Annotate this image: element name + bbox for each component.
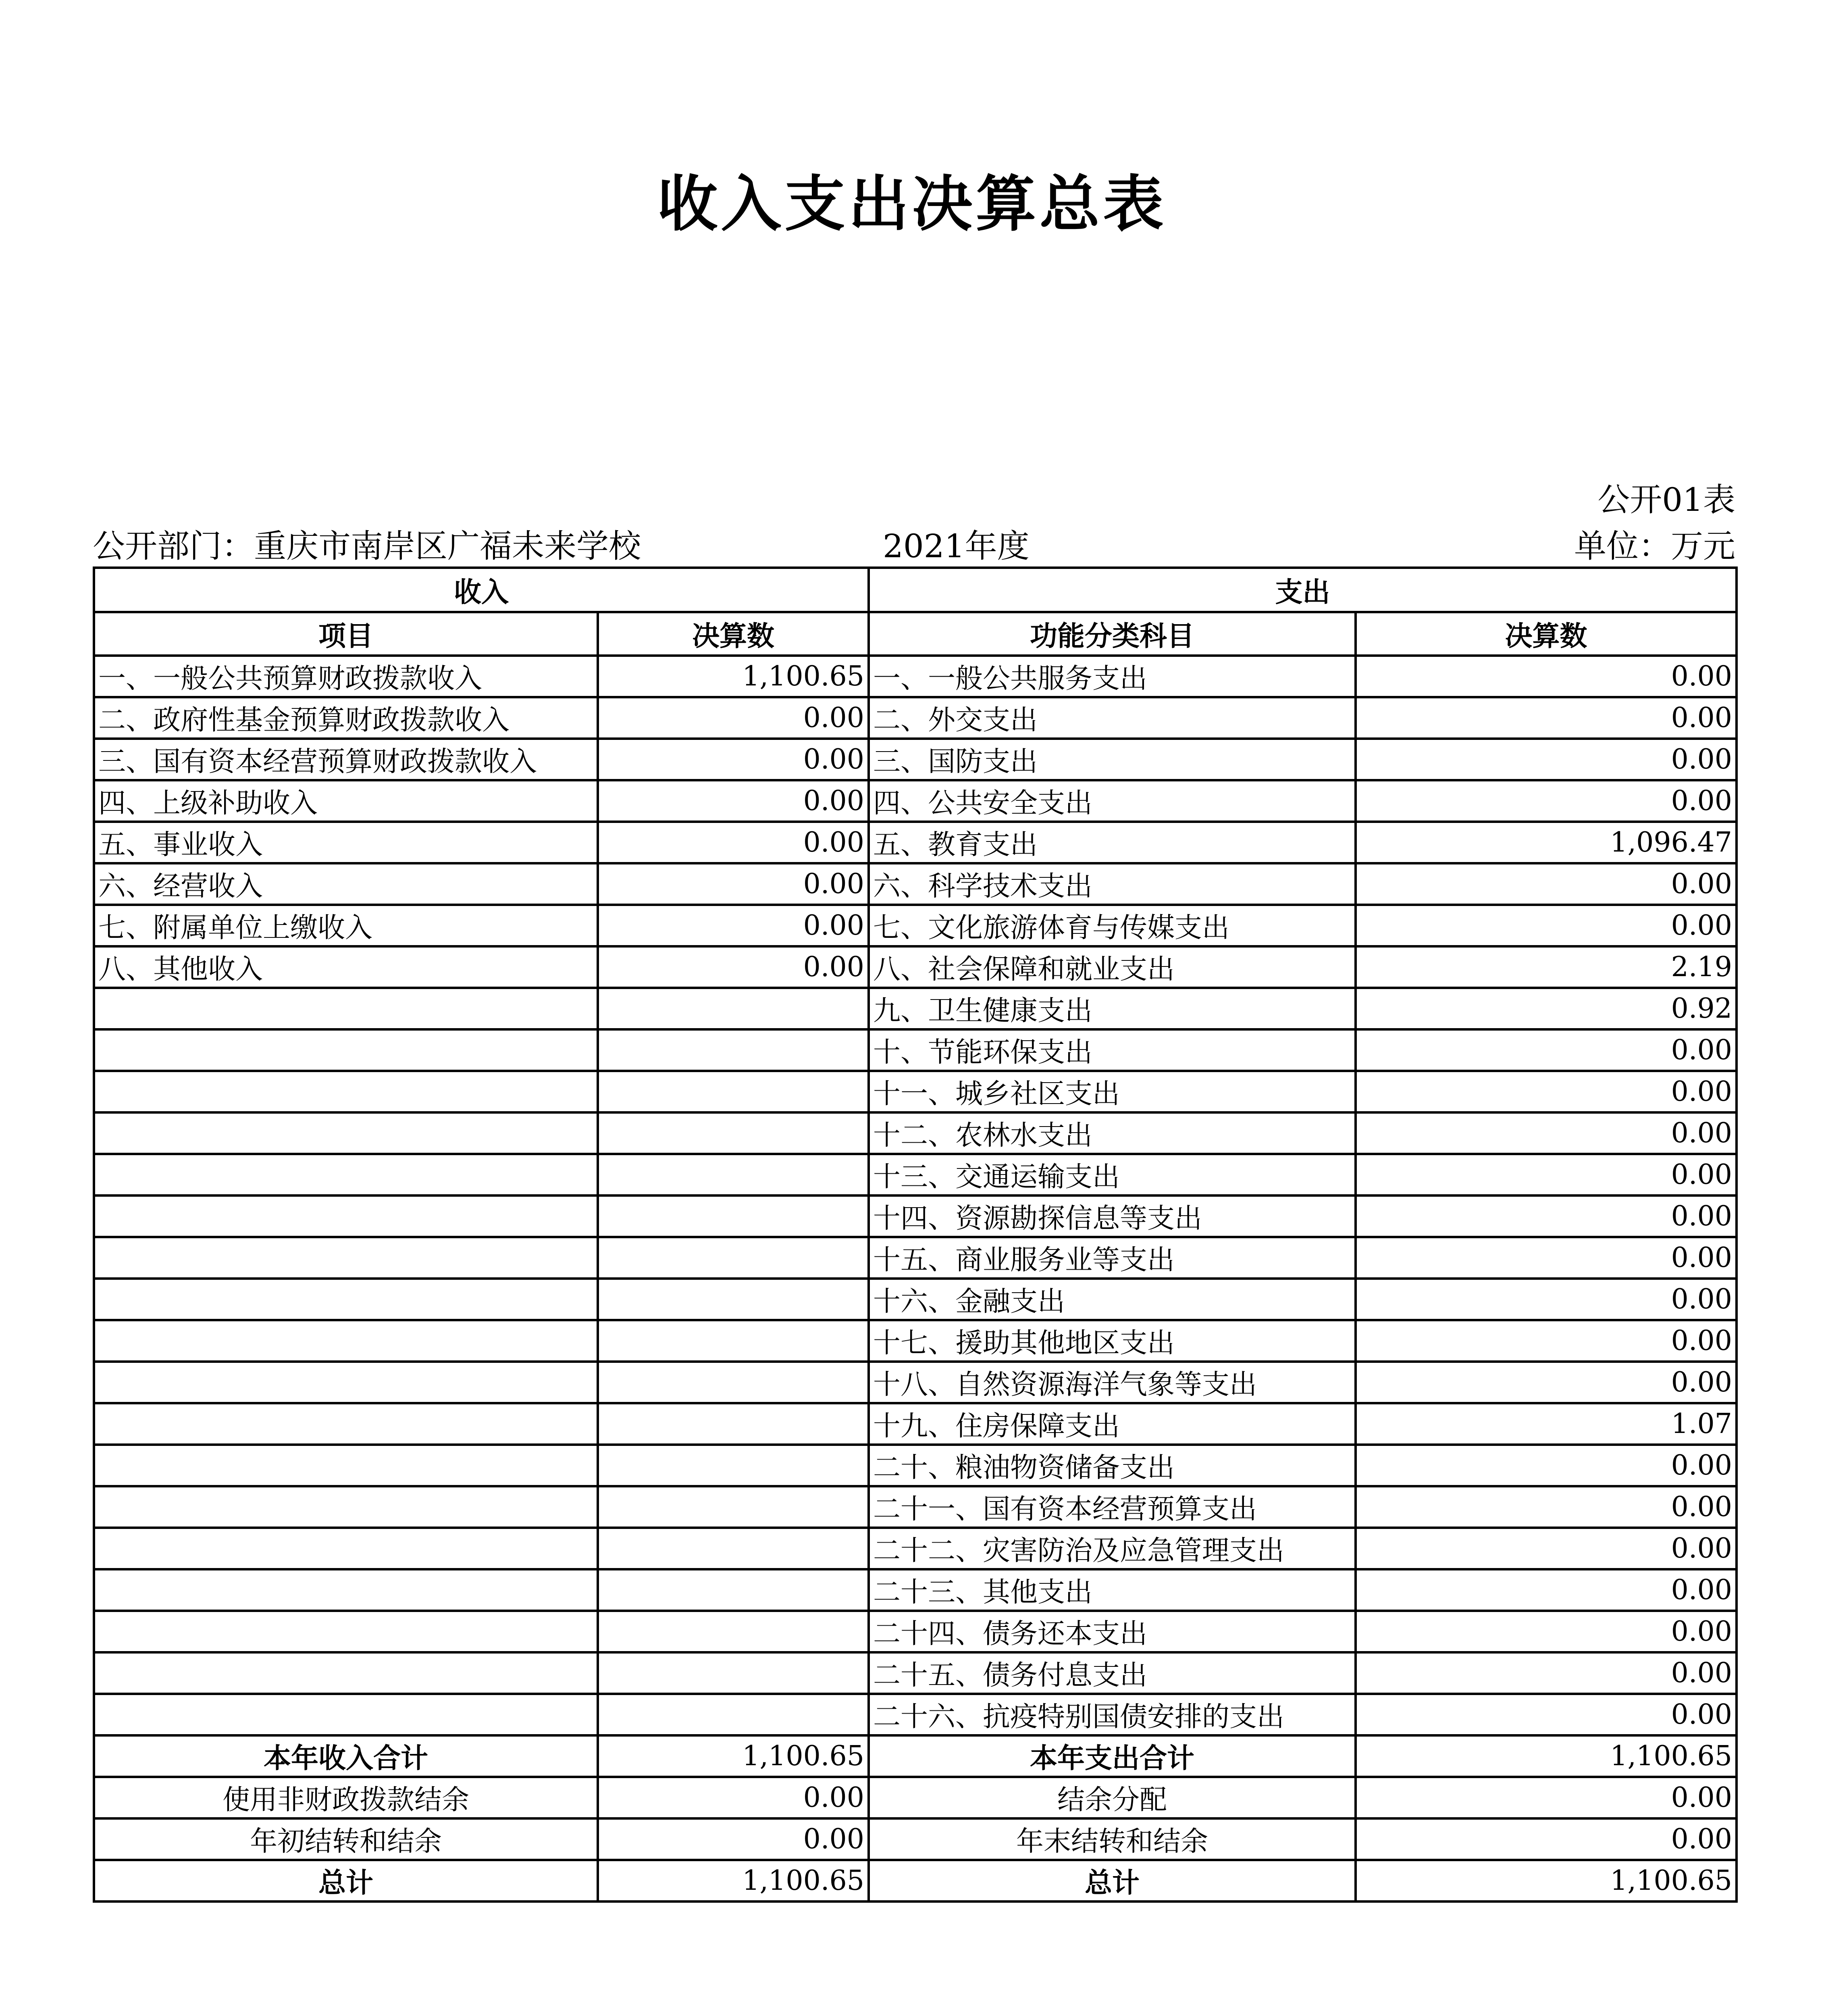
table-row bbox=[94, 1486, 1737, 1528]
income-amount-cell bbox=[598, 1445, 869, 1486]
table-row bbox=[94, 1445, 1737, 1486]
expense-amount-cell: 1,100.65 bbox=[1356, 1735, 1737, 1777]
income-amount-cell: 1,100.65 bbox=[598, 1860, 869, 1901]
income-amount-cell bbox=[598, 1362, 869, 1403]
expense-amount-cell: 0.00 bbox=[1356, 1528, 1737, 1569]
income-item-cell bbox=[94, 1362, 598, 1403]
income-item-header: 项目 bbox=[94, 612, 598, 656]
table-row bbox=[94, 1652, 1737, 1694]
expense-item-cell: 总计 bbox=[869, 1860, 1356, 1901]
income-amount-cell bbox=[598, 1154, 869, 1195]
income-amount-cell: 0.00 bbox=[598, 1777, 869, 1818]
income-amount-cell: 0.00 bbox=[598, 697, 869, 739]
expense-amount-cell: 0.00 bbox=[1356, 1279, 1737, 1320]
expense-amount-cell: 0.00 bbox=[1356, 1071, 1737, 1112]
expense-item-cell: 十三、交通运输支出 bbox=[869, 1154, 1356, 1195]
income-item-cell bbox=[94, 1403, 598, 1445]
expense-amount-cell: 0.00 bbox=[1356, 1112, 1737, 1154]
expense-item-cell: 十、节能环保支出 bbox=[869, 1029, 1356, 1071]
expense-amount-cell: 0.00 bbox=[1356, 1818, 1737, 1860]
expense-item-cell: 十九、住房保障支出 bbox=[869, 1403, 1356, 1445]
income-item-cell: 六、经营收入 bbox=[94, 863, 598, 905]
expense-amount-cell: 0.00 bbox=[1356, 1320, 1737, 1362]
table-row bbox=[94, 1071, 1737, 1112]
table-row bbox=[94, 697, 1737, 739]
income-item-cell: 二、政府性基金预算财政拨款收入 bbox=[94, 697, 598, 739]
expense-amount-cell: 1,100.65 bbox=[1356, 1860, 1737, 1901]
expense-item-cell: 二十六、抗疫特别国债安排的支出 bbox=[869, 1694, 1356, 1735]
income-item-cell bbox=[94, 1694, 598, 1735]
income-amount-header: 决算数 bbox=[598, 612, 869, 656]
income-item-cell bbox=[94, 1029, 598, 1071]
expense-item-cell: 二十三、其他支出 bbox=[869, 1569, 1356, 1611]
footnote bbox=[93, 2010, 833, 2016]
income-item-cell: 一、一般公共预算财政拨款收入 bbox=[94, 656, 598, 697]
expense-amount-cell: 0.00 bbox=[1356, 863, 1737, 905]
table-row bbox=[94, 780, 1737, 822]
expense-amount-cell: 0.00 bbox=[1356, 780, 1737, 822]
expense-amount-cell: 1,096.47 bbox=[1356, 822, 1737, 863]
expense-item-cell: 年末结转和结余 bbox=[869, 1818, 1356, 1860]
section-header-row bbox=[94, 568, 1737, 612]
income-item-cell bbox=[94, 1237, 598, 1279]
table-row bbox=[94, 1320, 1737, 1362]
expense-item-cell: 七、文化旅游体育与传媒支出 bbox=[869, 905, 1356, 946]
income-amount-cell: 0.00 bbox=[598, 822, 869, 863]
income-item-cell bbox=[94, 1486, 598, 1528]
expense-item-cell: 九、卫生健康支出 bbox=[869, 988, 1356, 1029]
table-row bbox=[94, 1029, 1737, 1071]
table-row bbox=[94, 1362, 1737, 1403]
expense-item-cell: 二十五、债务付息支出 bbox=[869, 1652, 1356, 1694]
expense-amount-cell: 2.19 bbox=[1356, 946, 1737, 988]
expense-amount-cell: 0.00 bbox=[1356, 1445, 1737, 1486]
summary-row bbox=[94, 1735, 1737, 1777]
fiscal-year: 2021年度 bbox=[883, 527, 1030, 565]
income-item-cell: 年初结转和结余 bbox=[94, 1818, 598, 1860]
income-amount-cell bbox=[598, 1528, 869, 1569]
expense-amount-cell: 0.00 bbox=[1356, 1154, 1737, 1195]
income-amount-cell bbox=[598, 1320, 869, 1362]
table-row bbox=[94, 739, 1737, 780]
income-amount-cell bbox=[598, 1569, 869, 1611]
income-item-cell: 本年收入合计 bbox=[94, 1735, 598, 1777]
summary-row bbox=[94, 1818, 1737, 1860]
income-amount-cell: 1,100.65 bbox=[598, 1735, 869, 1777]
table-row bbox=[94, 1403, 1737, 1445]
income-item-cell: 总计 bbox=[94, 1860, 598, 1901]
income-item-cell: 四、上级补助收入 bbox=[94, 780, 598, 822]
table-row bbox=[94, 1112, 1737, 1154]
expense-item-cell: 二十、粮油物资储备支出 bbox=[869, 1445, 1356, 1486]
expense-item-cell: 八、社会保障和就业支出 bbox=[869, 946, 1356, 988]
expense-amount-cell: 0.00 bbox=[1356, 1195, 1737, 1237]
expense-item-cell: 结余分配 bbox=[869, 1777, 1356, 1818]
expense-amount-header: 决算数 bbox=[1356, 612, 1737, 656]
expense-item-cell: 十四、资源勘探信息等支出 bbox=[869, 1195, 1356, 1237]
expense-amount-cell: 0.92 bbox=[1356, 988, 1737, 1029]
income-item-cell: 使用非财政拨款结余 bbox=[94, 1777, 598, 1818]
expense-amount-cell: 0.00 bbox=[1356, 656, 1737, 697]
income-amount-cell bbox=[598, 1652, 869, 1694]
income-amount-cell: 0.00 bbox=[598, 946, 869, 988]
income-item-cell bbox=[94, 1154, 598, 1195]
table-row bbox=[94, 1279, 1737, 1320]
expense-item-cell: 二十一、国有资本经营预算支出 bbox=[869, 1486, 1356, 1528]
expense-item-cell: 十二、农林水支出 bbox=[869, 1112, 1356, 1154]
income-amount-cell: 1,100.65 bbox=[598, 656, 869, 697]
income-item-cell bbox=[94, 1195, 598, 1237]
income-amount-cell bbox=[598, 988, 869, 1029]
income-amount-cell bbox=[598, 1486, 869, 1528]
table-row bbox=[94, 905, 1737, 946]
income-amount-cell bbox=[598, 1029, 869, 1071]
expense-item-cell: 一、一般公共服务支出 bbox=[869, 656, 1356, 697]
table-row bbox=[94, 1237, 1737, 1279]
meta-row bbox=[93, 520, 1735, 564]
income-item-cell bbox=[94, 1652, 598, 1694]
expense-amount-cell: 0.00 bbox=[1356, 739, 1737, 780]
income-item-cell bbox=[94, 1071, 598, 1112]
income-expense-table bbox=[93, 566, 1738, 1903]
income-item-cell bbox=[94, 1279, 598, 1320]
expense-item-cell: 十七、援助其他地区支出 bbox=[869, 1320, 1356, 1362]
table-row bbox=[94, 1195, 1737, 1237]
table-row bbox=[94, 1569, 1737, 1611]
expense-item-cell: 十一、城乡社区支出 bbox=[869, 1071, 1356, 1112]
table-code: 公开01表 bbox=[1597, 481, 1735, 519]
income-amount-cell bbox=[598, 1237, 869, 1279]
table-row bbox=[94, 822, 1737, 863]
expense-item-cell: 二十二、灾害防治及应急管理支出 bbox=[869, 1528, 1356, 1569]
department: 公开部门：重庆市南岸区广福未来学校 bbox=[93, 527, 641, 565]
income-amount-cell bbox=[598, 1112, 869, 1154]
income-amount-cell: 0.00 bbox=[598, 780, 869, 822]
expense-item-cell: 十八、自然资源海洋气象等支出 bbox=[869, 1362, 1356, 1403]
expense-amount-cell: 0.00 bbox=[1356, 1611, 1737, 1652]
expense-amount-cell: 0.00 bbox=[1356, 697, 1737, 739]
summary-row bbox=[94, 1777, 1737, 1818]
income-section-header: 收入 bbox=[94, 568, 869, 612]
income-amount-cell bbox=[598, 1195, 869, 1237]
expense-item-cell: 五、教育支出 bbox=[869, 822, 1356, 863]
table-row bbox=[94, 1611, 1737, 1652]
income-item-cell: 三、国有资本经营预算财政拨款收入 bbox=[94, 739, 598, 780]
expense-amount-cell: 0.00 bbox=[1356, 1029, 1737, 1071]
income-item-cell bbox=[94, 1611, 598, 1652]
expense-amount-cell: 0.00 bbox=[1356, 1694, 1737, 1735]
income-item-cell: 五、事业收入 bbox=[94, 822, 598, 863]
income-amount-cell bbox=[598, 1611, 869, 1652]
expense-amount-cell: 0.00 bbox=[1356, 1237, 1737, 1279]
page-title: 收入支出决算总表 bbox=[657, 169, 1167, 240]
income-item-cell: 七、附属单位上缴收入 bbox=[94, 905, 598, 946]
income-item-cell bbox=[94, 1112, 598, 1154]
income-item-cell bbox=[94, 1320, 598, 1362]
table-row bbox=[94, 656, 1737, 697]
expense-amount-cell: 0.00 bbox=[1356, 1362, 1737, 1403]
expense-item-cell: 三、国防支出 bbox=[869, 739, 1356, 780]
income-amount-cell bbox=[598, 1279, 869, 1320]
income-amount-cell bbox=[598, 1071, 869, 1112]
column-header-row bbox=[94, 612, 1737, 656]
expense-amount-cell: 0.00 bbox=[1356, 1569, 1737, 1611]
income-item-cell bbox=[94, 1528, 598, 1569]
expense-amount-cell: 0.00 bbox=[1356, 1486, 1737, 1528]
expense-amount-cell: 1.07 bbox=[1356, 1403, 1737, 1445]
income-item-cell bbox=[94, 988, 598, 1029]
expense-item-cell: 二十四、债务还本支出 bbox=[869, 1611, 1356, 1652]
income-amount-cell: 0.00 bbox=[598, 905, 869, 946]
income-amount-cell bbox=[598, 1403, 869, 1445]
summary-row bbox=[94, 1860, 1737, 1901]
table-row bbox=[94, 1528, 1737, 1569]
income-item-cell bbox=[94, 1569, 598, 1611]
expense-amount-cell: 0.00 bbox=[1356, 905, 1737, 946]
unit-label: 单位：万元 bbox=[1574, 527, 1735, 565]
expense-amount-cell: 0.00 bbox=[1356, 1777, 1737, 1818]
expense-item-cell: 四、公共安全支出 bbox=[869, 780, 1356, 822]
table-row bbox=[94, 863, 1737, 905]
expense-section-header: 支出 bbox=[869, 568, 1737, 612]
expense-item-cell: 本年支出合计 bbox=[869, 1735, 1356, 1777]
expense-item-cell: 六、科学技术支出 bbox=[869, 863, 1356, 905]
table-row bbox=[94, 988, 1737, 1029]
income-amount-cell bbox=[598, 1694, 869, 1735]
expense-item-cell: 十五、商业服务业等支出 bbox=[869, 1237, 1356, 1279]
expense-item-cell: 二、外交支出 bbox=[869, 697, 1356, 739]
expense-item-cell: 十六、金融支出 bbox=[869, 1279, 1356, 1320]
income-item-cell bbox=[94, 1445, 598, 1486]
income-amount-cell: 0.00 bbox=[598, 739, 869, 780]
table-row bbox=[94, 1694, 1737, 1735]
income-item-cell: 八、其他收入 bbox=[94, 946, 598, 988]
table-row bbox=[94, 946, 1737, 988]
income-amount-cell: 0.00 bbox=[598, 863, 869, 905]
expense-amount-cell: 0.00 bbox=[1356, 1652, 1737, 1694]
table-row bbox=[94, 1154, 1737, 1195]
expense-category-header: 功能分类科目 bbox=[869, 612, 1356, 656]
income-amount-cell: 0.00 bbox=[598, 1818, 869, 1860]
